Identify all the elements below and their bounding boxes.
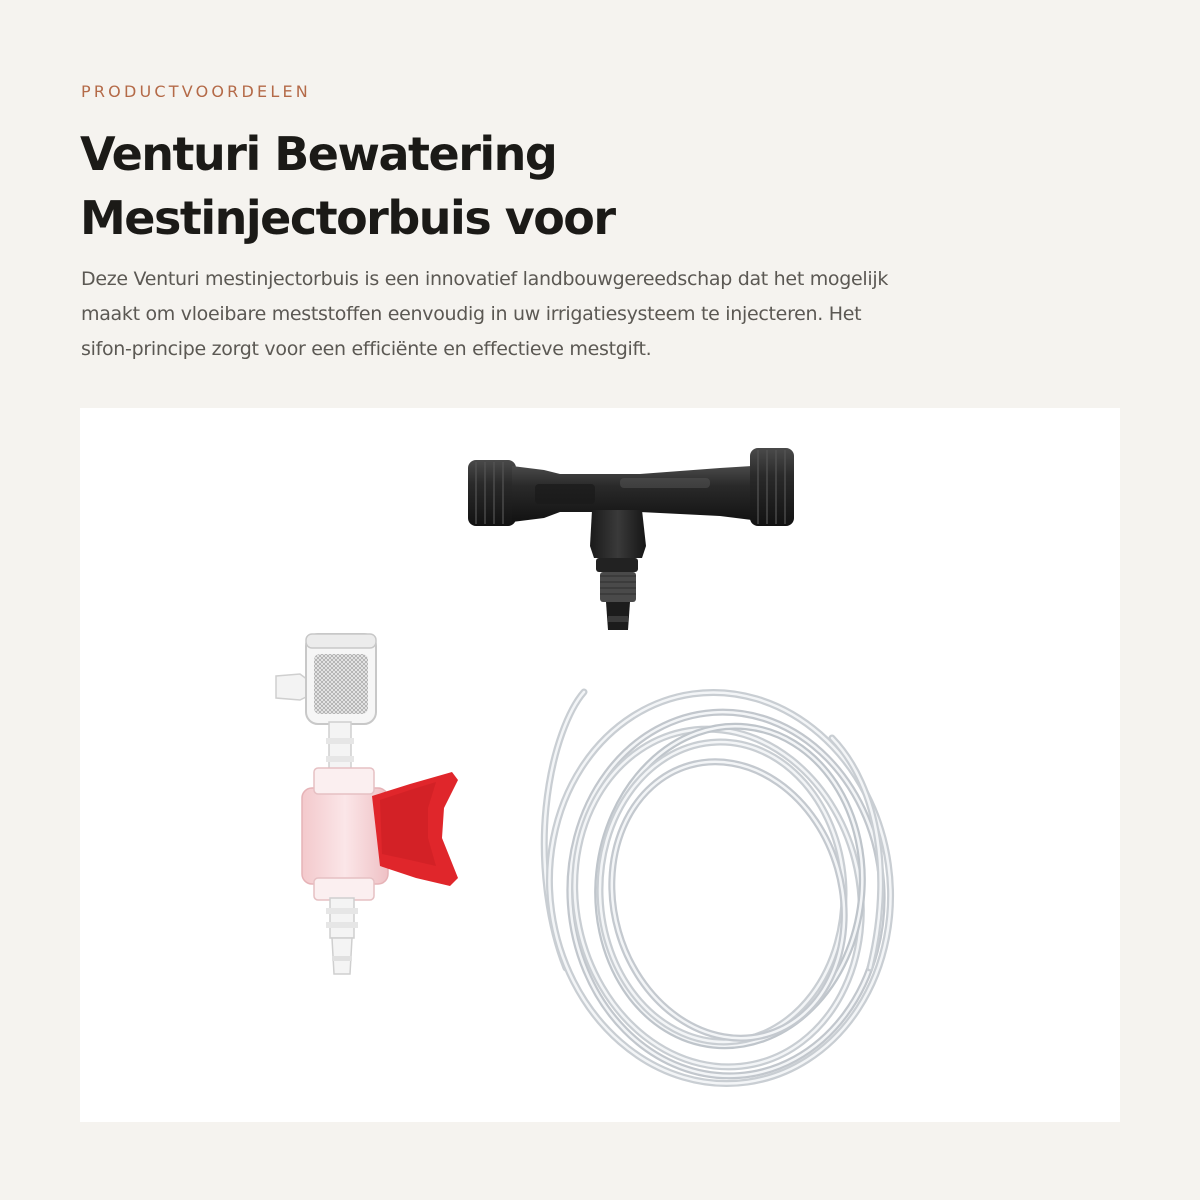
title-line-1: Venturi Bewatering xyxy=(80,127,557,181)
venturi-injector xyxy=(468,448,794,630)
page-title xyxy=(80,122,1120,250)
clear-tubing-coil xyxy=(524,670,915,1106)
product-description xyxy=(81,262,1121,367)
product-image xyxy=(80,408,1120,1122)
product-image-panel xyxy=(80,408,1120,1122)
title-line-2: Mestinjectorbuis voor xyxy=(80,191,615,245)
description-line-1: Deze Venturi mestinjectorbuis is een innovatief landbouwgereedschap dat het mogelijk xyxy=(81,268,889,290)
eyebrow-label: PRODUCTVOORDELEN xyxy=(81,82,311,101)
filter-with-valve xyxy=(276,634,458,974)
description-line-3: sifon-principe zorgt voor een efficiënte en effectieve mestgift. xyxy=(81,338,652,360)
description-line-2: maakt om vloeibare meststoffen eenvoudig in uw irrigatiesysteem te injecteren. Het xyxy=(81,303,862,325)
